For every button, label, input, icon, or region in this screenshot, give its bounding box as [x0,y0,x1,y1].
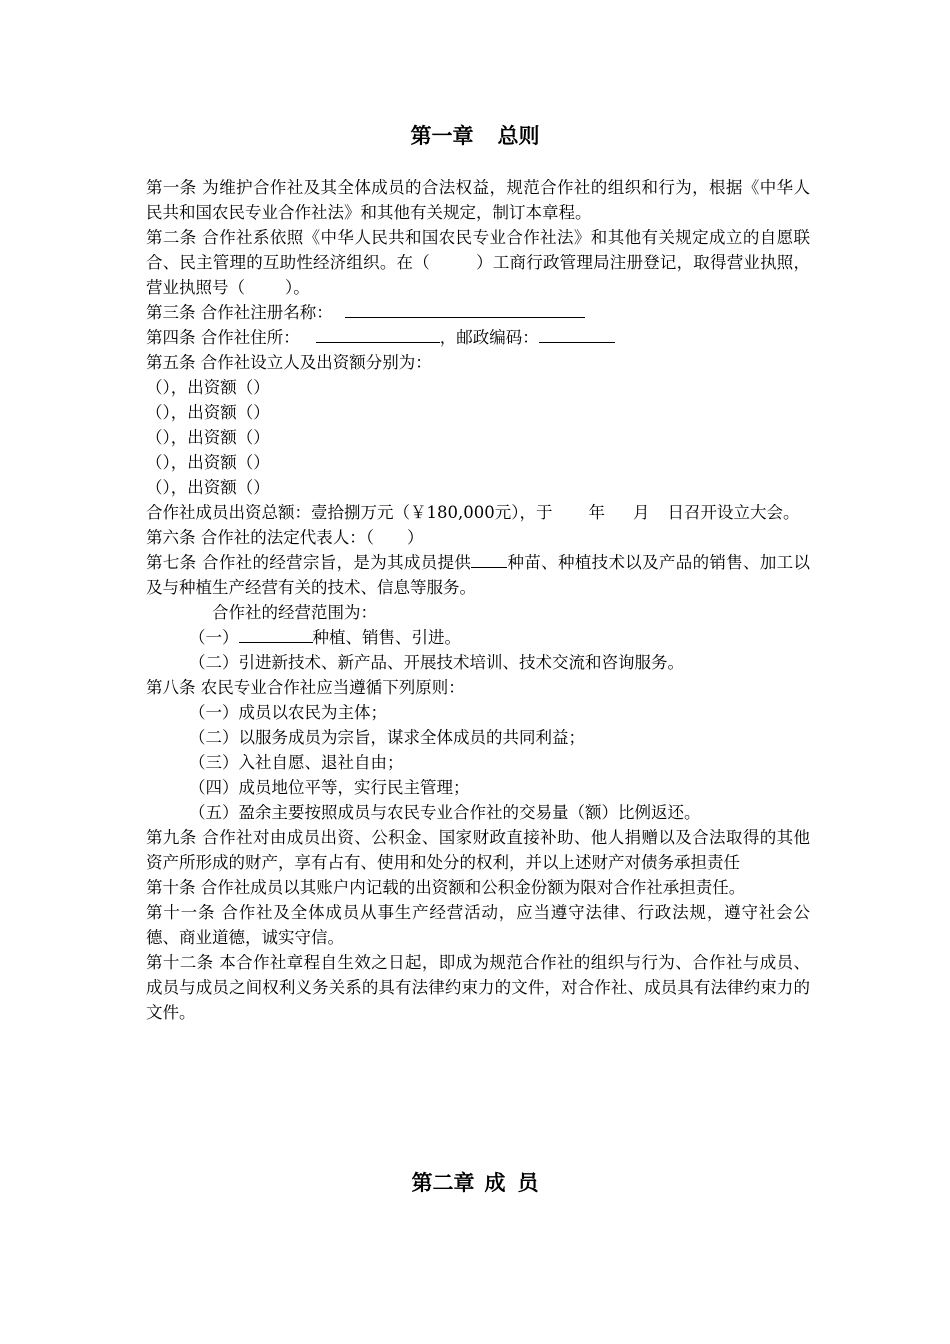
article-12: 第十二条 本合作社章程自生效之日起，即成为规范合作社的组织与行为、合作社与成员、成员与成员之间权利义务关系的具有法律约束力的文件，对合作社、成员具有法律约束力的文件。 [146,953,810,1022]
chapter-1-body [146,175,810,1025]
chapter-1-number: 第一章 [410,124,474,148]
business-scope-item-2: （二）引进新技术、新产品、开展技术培训、技术交流和咨询服务。 [189,653,684,672]
founder-line-3: （），出资额（） [146,428,270,447]
article-3: 第三条 合作社注册名称： [146,300,810,325]
business-scope-title: 合作社的经营范围为： [212,603,377,622]
principle-item-3: （三）入社自愿、退社自由； [189,753,404,772]
postcode-blank [539,326,615,343]
principle-item-4: （四）成员地位平等，实行民主管理； [189,778,470,797]
principle-item-2: （二）以服务成员为宗旨，谋求全体成员的共同利益； [189,728,585,747]
principle-item-1: （一）成员以农民为主体； [189,703,387,722]
chapter-1-name: 总则 [497,124,540,148]
chapter-2-number: 第二章 [411,1171,475,1195]
founder-line-2: （），出资额（） [146,403,270,422]
article-9: 第九条 合作社对由成员出资、公积金、国家财政直接补助、他人捐赠以及合法取得的其他资产所形成的财产，享有占有、使用和处分的权利，并以上述财产对债务承担责任 [146,828,810,872]
address-blank [316,326,440,343]
founder-line-1: （），出资额（） [146,378,270,397]
article-7: 第七条 合作社的经营宗旨，是为其成员提供 种苗、种植技术以及产品的销售、加工以及与种植生产经营有关的技术、信息等服务。 [146,553,811,597]
article-5: 第五条 合作社设立人及出资额分别为： [146,353,432,372]
chapter-1-title [0,122,950,150]
article-10: 第十条 合作社成员以其账户内记载的出资额和公积金份额为限对合作社承担责任。 [146,878,746,897]
business-scope-item-1: （一） 种植、销售、引进。 [189,628,461,647]
article-8: 第八条 农民专业合作社应当遵循下列原则： [146,678,465,697]
article-1: 第一条 为维护合作社及其全体成员的合法权益，规范合作社的组织和行为，根据《中华人民共和国农民专业合作社法》和其他有关规定，制订本章程。 [146,178,810,222]
article-2: 第二条 合作社系依照《中华人民共和国农民专业合作社法》和其他有关规定成立的自愿联合、民主管理的互助性经济组织。在（ ）工商行政管理局注册登记，取得营业执照，营业执照号（ ）。 [146,228,811,297]
registered-name-blank [345,301,585,318]
article-4: 第四条 合作社住所： ，邮政编码： [146,325,810,350]
principle-item-5: （五）盈余主要按照成员与农民专业合作社的交易量（额）比例返还。 [189,803,701,822]
crop-blank [239,626,313,643]
founder-line-5: （），出资额（） [146,478,270,497]
article-6: 第六条 合作社的法定代表人：（ ） [146,528,424,547]
founder-line-4: （），出资额（） [146,453,270,472]
seedling-blank [471,551,507,568]
total-contribution: 合作社成员出资总额：壹拾捌万元（￥180,000元），于 年 月 日召开设立大会。 [146,503,800,522]
article-11: 第十一条 合作社及全体成员从事生产经营活动，应当遵守法律、行政法规，遵守社会公德、商业道德，诚实守信。 [146,903,810,947]
chapter-2-title: 第二章 成 员 [411,1171,539,1195]
